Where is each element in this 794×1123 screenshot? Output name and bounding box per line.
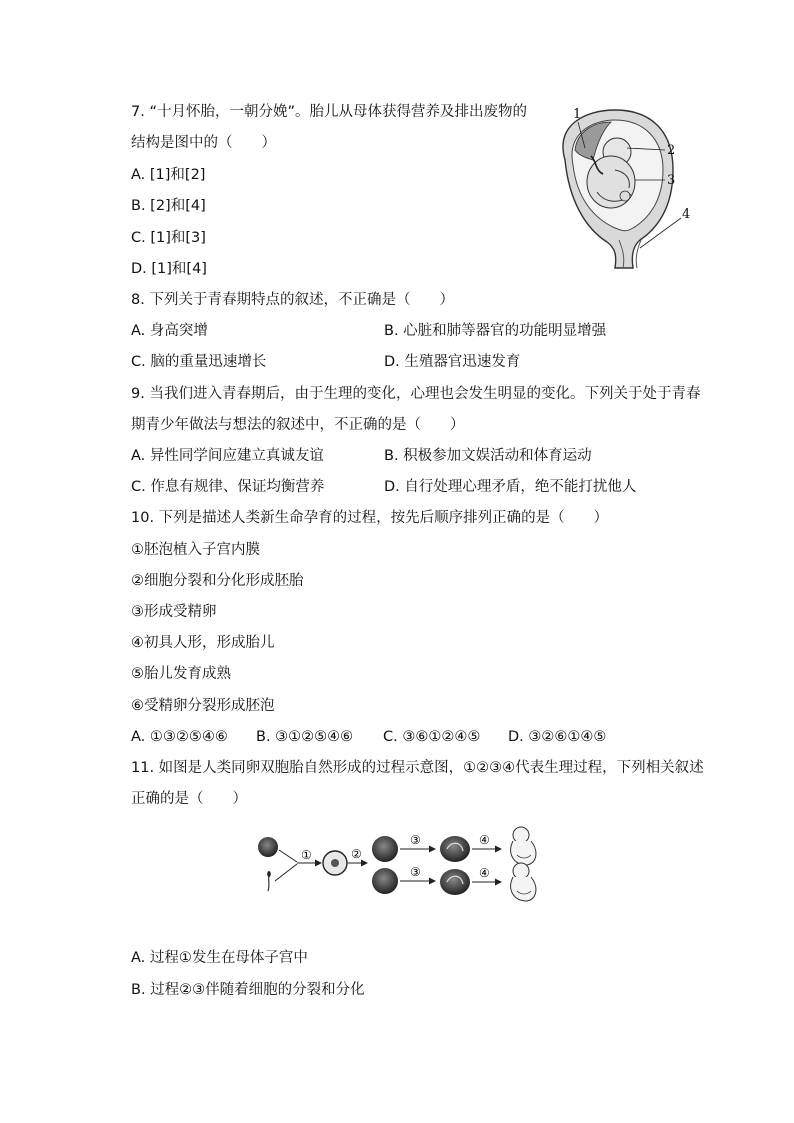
q11-stem-line2: 正确的是（ ）: [131, 791, 247, 807]
q7-option-c: C. [1]和[3]: [131, 230, 206, 246]
cell-mass-bottom: [372, 868, 398, 894]
q11-stem-line1: 11. 如图是人类同卵双胞胎自然形成的过程示意图，①②③④代表生理过程，下列相关叙述: [131, 760, 704, 776]
embryo-bottom: [440, 869, 470, 895]
q9-option-b: B. 积极参加文娱活动和体育运动: [384, 448, 592, 464]
q10-option-d: D. ③②⑥①④⑤: [508, 729, 607, 745]
q10-option-a: A. ①③②⑤④⑥: [131, 729, 228, 745]
q10-option-b: B. ③①②⑤④⑥: [256, 729, 354, 745]
q11-option-a: A. 过程①发生在母体子宫中: [131, 950, 308, 966]
process-4-label-top: ④: [479, 833, 490, 847]
q7-option-a: A. [1]和[2]: [131, 167, 206, 183]
q10-item-5: ⑤胎儿发育成熟: [131, 666, 231, 682]
embryo-top: [440, 836, 470, 862]
process-3-label-bottom: ③: [410, 865, 421, 879]
sperm-cell: [268, 875, 269, 891]
q10-item-6: ⑥受精卵分裂形成胚泡: [131, 698, 275, 714]
uterus-fetus-figure: [545, 100, 695, 270]
q10-item-4: ④初具人形，形成胎儿: [131, 635, 275, 651]
figure-label-1: 1: [573, 107, 582, 122]
q10-option-c: C. ③⑥①②④⑤: [383, 729, 481, 745]
q7-option-d: D. [1]和[4]: [131, 261, 207, 277]
q7-stem-line2: 结构是图中的（ ）: [131, 135, 276, 151]
twins-process-figure: [255, 825, 545, 915]
q7-stem-line1: 7. “十月怀胎，一朝分娩”。胎儿从母体获得营养及排出废物的: [131, 104, 527, 120]
figure-label-3: 3: [667, 173, 676, 188]
q8-option-a: A. 身高突增: [131, 323, 208, 339]
process-1-label: ①: [301, 848, 312, 862]
q10-item-3: ③形成受精卵: [131, 604, 217, 620]
q11-option-b: B. 过程②③伴随着细胞的分裂和分化: [131, 982, 365, 998]
q10-item-1: ①胚泡植入子宫内膜: [131, 542, 260, 558]
q8-stem: 8. 下列关于青春期特点的叙述，不正确是（ ）: [131, 292, 454, 308]
process-2-label: ②: [351, 847, 362, 861]
q9-option-a: A. 异性同学间应建立真诚友谊: [131, 448, 324, 464]
q10-item-2: ②细胞分裂和分化形成胚胎: [131, 573, 304, 589]
q9-option-d: D. 自行处理心理矛盾，绝不能打扰他人: [384, 479, 637, 495]
egg-cell: [258, 837, 278, 857]
fetus-top: [511, 827, 536, 865]
q9-stem-line2: 期青少年做法与想法的叙述中，不正确的是（ ）: [131, 417, 465, 433]
cell-mass-top: [372, 836, 398, 862]
q8-option-c: C. 脑的重量迅速增长: [131, 354, 267, 370]
q10-stem: 10. 下列是描述人类新生命孕育的过程，按先后顺序排列正确的是（ ）: [131, 510, 609, 526]
q8-option-d: D. 生殖器官迅速发育: [384, 354, 521, 370]
process-4-label-bottom: ④: [479, 866, 490, 880]
q9-option-c: C. 作息有规律、保证均衡营养: [131, 479, 325, 495]
figure-label-2: 2: [667, 143, 676, 158]
q7-option-b: B. [2]和[4]: [131, 198, 206, 214]
figure-label-4: 4: [682, 207, 691, 222]
fetus-bottom: [511, 863, 536, 901]
q9-stem-line1: 9. 当我们进入青春期后，由于生理的变化，心理也会发生明显的变化。下列关于处于青春: [131, 386, 701, 402]
q8-option-b: B. 心脏和肺等器官的功能明显增强: [384, 323, 607, 339]
process-3-label-top: ③: [410, 833, 421, 847]
